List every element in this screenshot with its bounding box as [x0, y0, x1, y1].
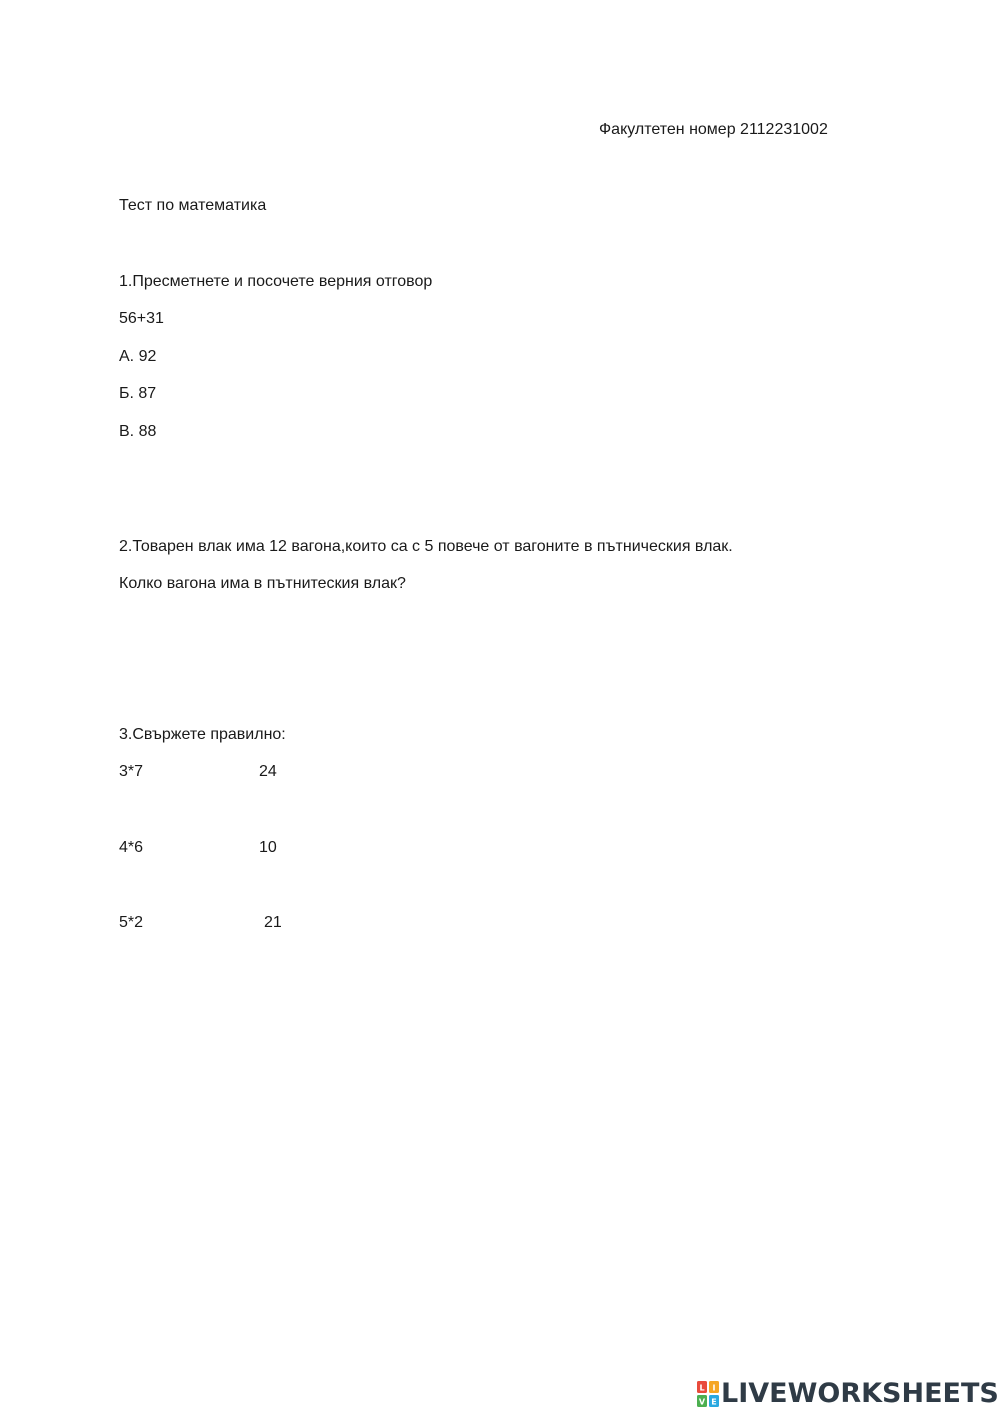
- faculty-number: Факултетен номер 2112231002: [599, 121, 828, 138]
- question-3-prompt: 3.Свържете правилно:: [119, 726, 286, 743]
- question-1-option-c: В. 88: [119, 423, 157, 440]
- page-title: Тест по математика: [119, 197, 267, 214]
- match-left-2: 4*6: [119, 839, 144, 856]
- svg-text:V: V: [698, 1397, 706, 1407]
- match-left-3: 5*2: [119, 914, 144, 931]
- svg-text:L: L: [699, 1383, 705, 1393]
- question-1-expression: 56+31: [119, 310, 164, 327]
- question-2-text: 2.Товарен влак има 12 вагона,които са с 5 повече от вагоните в пътническия влак.: [119, 538, 733, 555]
- liveworksheets-wordmark: LIVEWORKSHEETS: [721, 1378, 999, 1409]
- match-left-1: 3*7: [119, 763, 144, 780]
- match-right-1: 24: [259, 763, 277, 780]
- question-2-question: Колко вагона има в пътнитеския влак?: [119, 575, 406, 592]
- question-1-option-a: А. 92: [119, 348, 157, 365]
- svg-text:I: I: [712, 1383, 716, 1393]
- svg-text:E: E: [711, 1397, 717, 1407]
- question-1-prompt: 1.Пресметнете и посочете верния отговор: [119, 273, 433, 290]
- question-1-option-b: Б. 87: [119, 385, 157, 402]
- liveworksheets-logo-icon: [697, 1381, 719, 1407]
- match-right-2: 10: [259, 839, 277, 856]
- liveworksheets-brand: [697, 1377, 999, 1411]
- match-right-3: 21: [264, 914, 282, 931]
